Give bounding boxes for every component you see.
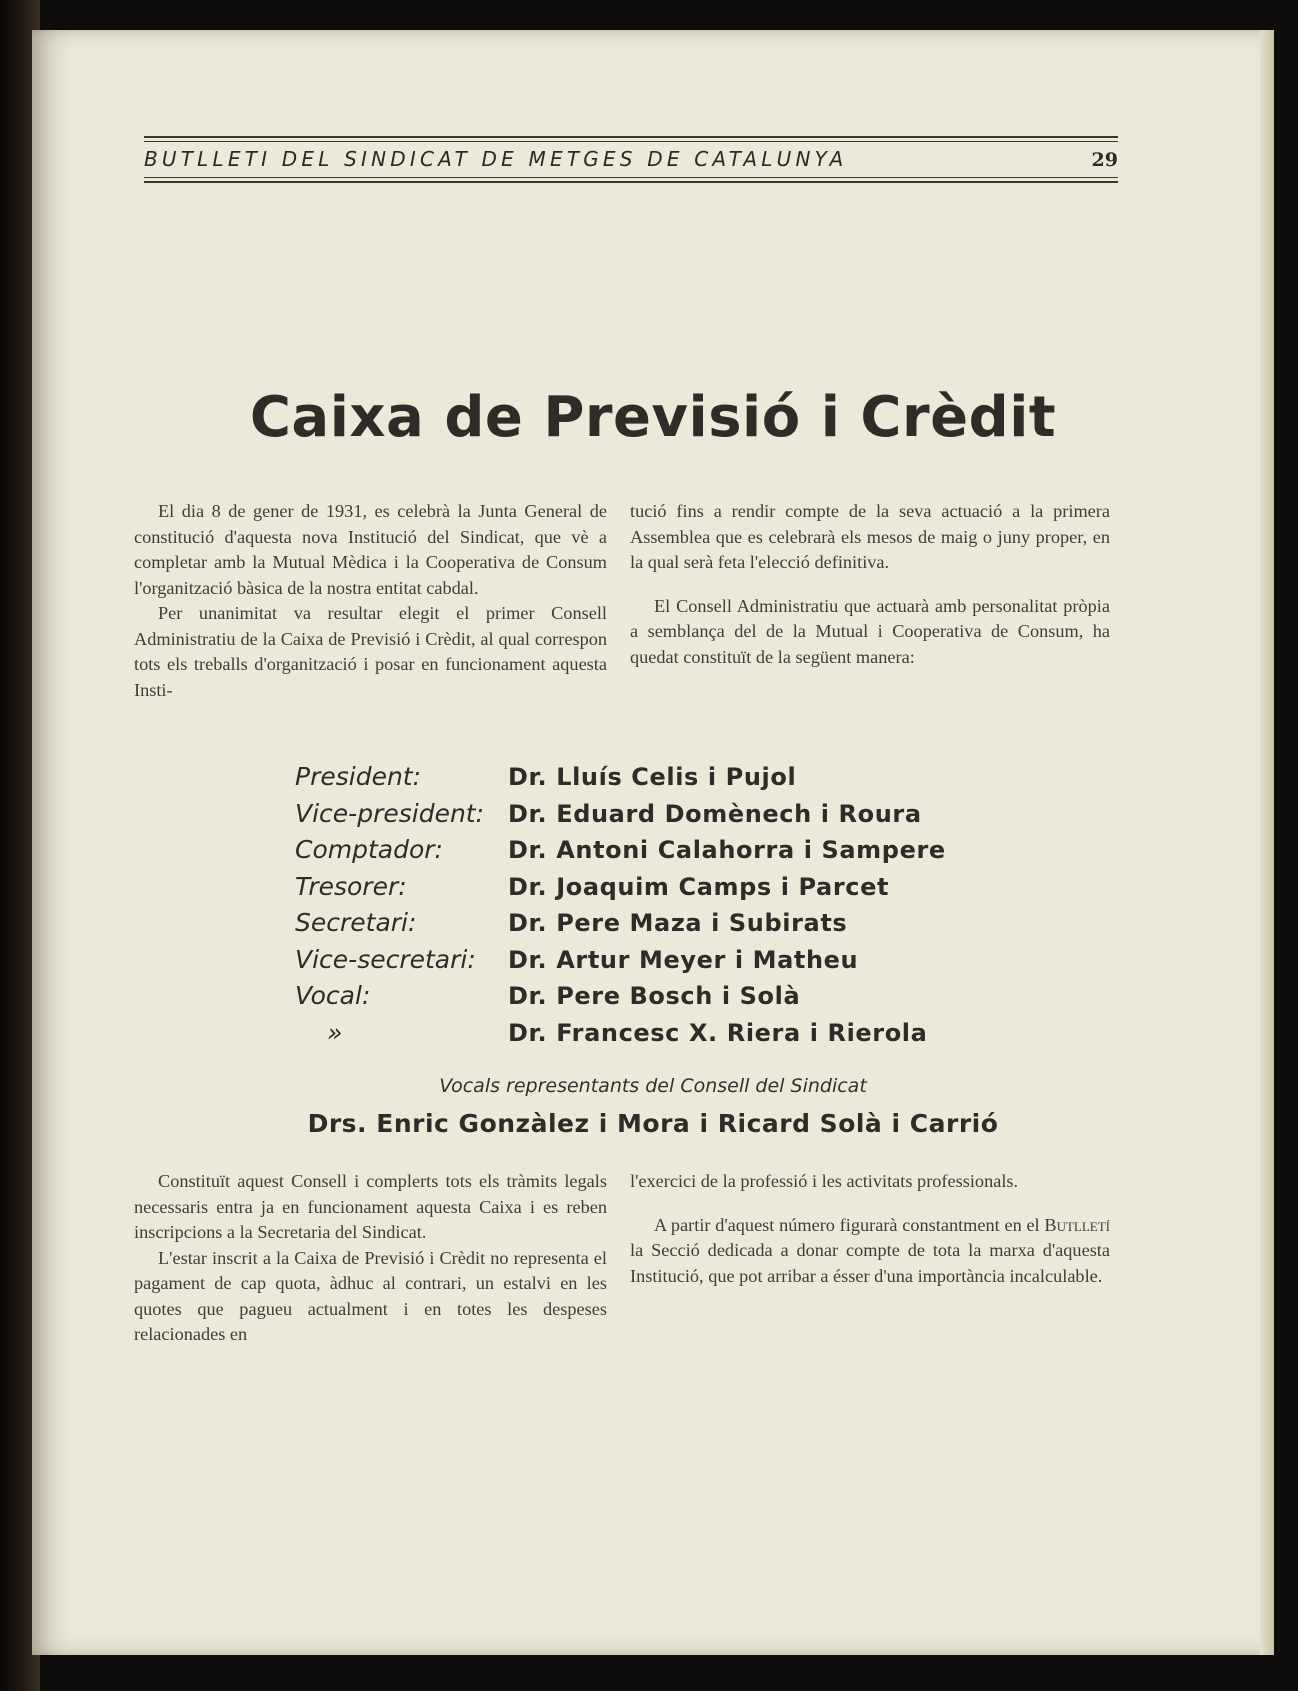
board-role: President:	[295, 762, 422, 791]
closing-paragraph-2-start: L'estar inscrit a la Caixa de Previsió i Crèdit no representa el pagament de cap quota, àdhuc al contrari, un estalvi en les quotes que pagueu actualment i en totes les despeses relacionades en	[134, 1247, 607, 1344]
closing-paragraph-3-before: A partir d'aquest número figurarà constantment en el	[654, 1214, 1045, 1235]
intro-column-right	[630, 499, 1110, 670]
board-row	[295, 981, 1015, 1018]
header-rule-bottom-thin	[144, 177, 1118, 178]
page-edge	[1260, 30, 1274, 1655]
board-row	[295, 762, 1015, 799]
board-member: Dr. Joaquim Camps i Parcet	[508, 872, 890, 901]
board-row	[295, 945, 1015, 982]
intro-paragraph-2-start: Per unanimitat va resultar elegit el primer Consell Administratiu de la Caixa de Previsió i Crèdit, al qual correspon tots els treballs d'organització i posar en funcionament aquesta Insti-	[134, 603, 607, 700]
board-member: Dr. Antoni Calahorra i Sampere	[508, 836, 946, 864]
journal-page	[32, 30, 1274, 1655]
board-member: Dr. Artur Meyer i Matheu	[508, 945, 859, 974]
running-title: BUTLLETI DEL SINDICAT DE METGES DE CATALUNYA	[144, 147, 848, 171]
representatives-names: Drs. Enric Gonzàlez i Mora i Ricard Solà i Carrió	[307, 1109, 999, 1138]
article-title: Caixa de Previsió i Crèdit	[249, 385, 1057, 450]
intro-paragraph-3: El Consell Administratiu que actuarà amb personalitat pròpia a semblança del de la Mutual i Cooperativa de Consum, ha quedat constituït de la següent manera:	[630, 595, 1110, 667]
header-rule-top-thin	[144, 141, 1118, 142]
intro-column-left	[134, 499, 607, 703]
board-role: Secretari:	[295, 908, 417, 937]
header-rule-top	[144, 136, 1118, 138]
board-row	[295, 908, 1015, 945]
board-list	[295, 762, 1015, 1054]
running-header	[144, 136, 1118, 186]
board-row	[295, 872, 1015, 909]
board-row	[295, 835, 1015, 872]
board-role: Vice-president:	[295, 798, 485, 828]
board-row	[295, 1018, 1015, 1055]
board-member: Dr. Eduard Domènech i Roura	[508, 799, 922, 828]
board-role: Vocal:	[295, 981, 371, 1010]
board-role-ditto: »	[327, 1017, 343, 1047]
header-row	[144, 147, 1118, 171]
header-rule-bottom	[144, 181, 1118, 183]
closing-paragraph-2-continued: l'exercici de la professió i les activitats professionals.	[630, 1171, 1019, 1191]
representatives-label: Vocals representants del Consell del Sindicat	[439, 1075, 867, 1097]
closing-column-right	[630, 1169, 1110, 1289]
board-role: Tresorer:	[295, 871, 407, 901]
board-role: Vice-secretari:	[295, 944, 476, 974]
intro-paragraph-1: El dia 8 de gener de 1931, es celebrà la Junta General de constitució d'aquesta nova Institució del Sindicat, que vè a completar amb la Mutual Mèdica i la Cooperativa de Consum l'organització bàsica de la nostra entitat cabdal.	[134, 501, 607, 598]
closing-paragraph-3	[630, 1213, 1110, 1290]
intro-paragraph-2-continued: tució fins a rendir compte de la seva actuació a la primera Assemblea que es celebrarà els mesos de maig o juny proper, en la qual serà feta l'elecció definitiva.	[630, 501, 1110, 572]
closing-column-left	[134, 1169, 607, 1348]
board-role: Comptador:	[295, 835, 443, 864]
board-member: Dr. Lluís Celis i Pujol	[508, 763, 797, 791]
board-member: Dr. Pere Maza i Subirats	[508, 909, 848, 937]
closing-paragraph-1: Constituït aquest Consell i complerts tots els tràmits legals necessaris entra ja en funcionament aquesta Caixa i es reben inscripcions a la Secretaria del Sindicat.	[134, 1171, 607, 1242]
page-number: 29	[1091, 149, 1118, 171]
closing-paragraph-3-after: la Secció dedicada a donar compte de tota la marxa d'aquesta Institució, que pot arribar a ésser d'una importància incalculable.	[630, 1240, 1110, 1286]
board-member: Dr. Francesc X. Riera i Rierola	[508, 1018, 928, 1047]
butlleti-smallcaps: Butlletí	[1044, 1214, 1110, 1235]
board-row	[295, 799, 1015, 836]
board-member: Dr. Pere Bosch i Solà	[508, 982, 801, 1010]
